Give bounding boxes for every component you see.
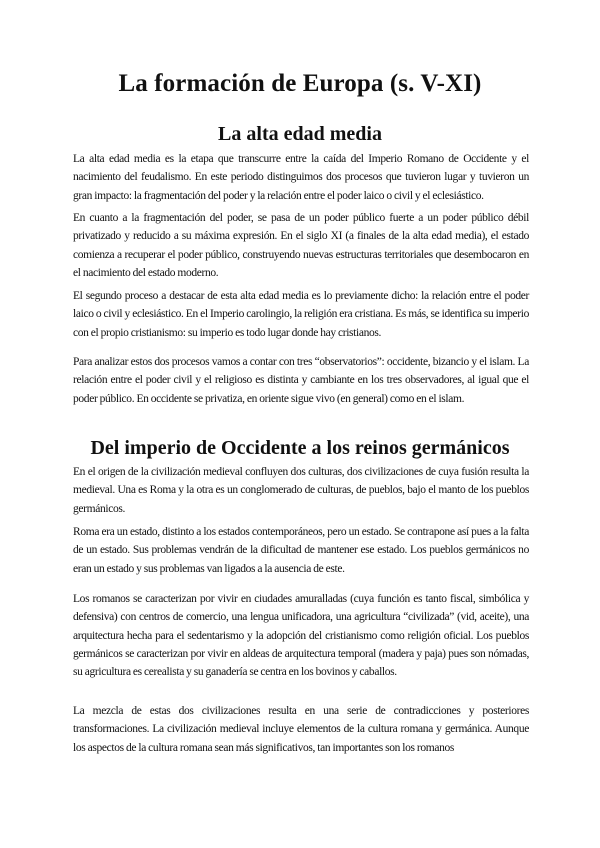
- document-title: La formación de Europa (s. V-XI): [118, 70, 482, 97]
- paragraph: La alta edad media es la etapa que transcurre entre la caída del Imperio Romano de Occidente y el nacimiento del feudalismo. En este periodo distinguimos dos procesos que tuvieron lugar y tuvieron un gran impacto: la fragmentación del poder y la relación entre el poder laico o civil y el eclesiástico.: [73, 153, 529, 202]
- paragraph: En cuanto a la fragmentación del poder, se pasa de un poder público fuerte a un poder público débil privatizado y reducido a su máxima expresión. En el siglo XI (a finales de la alta edad media), el estado comienza a recuperar el poder público, construyendo nuevas estructuras territoriales que desembocaron en el nacimiento del estado moderno.: [73, 212, 529, 279]
- paragraph: Roma era un estado, distinto a los estados contemporáneos, pero un estado. Se contrapone así pues a la falta de un estado. Sus problemas vendrán de la dificultad de mantener ese estado. Los pueblos germánicos no eran un estado y sus problemas van ligados a la ausencia de este.: [73, 526, 529, 575]
- section-heading-imperio-occidente: Del imperio de Occidente a los reinos germánicos: [90, 437, 510, 459]
- paragraph: En el origen de la civilización medieval confluyen dos culturas, dos civilizaciones de cuya fusión resulta la medieval. Una es Roma y la otra es un conglomerado de culturas, de pueblos, bajo el manto de los pueblos germánicos.: [73, 466, 529, 515]
- paragraph: El segundo proceso a destacar de esta alta edad media es lo previamente dicho: la relación entre el poder laico o civil y eclesiástico. En el Imperio carolingio, la religión era cristiana. Es más, se identifica su imperio con el propio cristianismo: su imperio es todo lugar donde hay cristianos.: [73, 290, 529, 339]
- paragraph: La mezcla de estas dos civilizaciones resulta en una serie de contradicciones y posteriores transformaciones. La civilización medieval incluye elementos de la cultura romana y germánica. Aunque los aspectos de la cultura romana sean más significativos, tan importantes son los romanos: [73, 705, 529, 754]
- section-heading-alta-edad-media: La alta edad media: [218, 123, 382, 145]
- paragraph: Para analizar estos dos procesos vamos a contar con tres “observatorios”: occidente, bizancio y el islam. La relación entre el poder civil y el religioso es distinta y cambiante en los tres observadores, al igual que el poder público. En occidente se privatiza, en oriente sigue vivo (en general) como en el islam.: [73, 356, 529, 405]
- paragraph: Los romanos se caracterizan por vivir en ciudades amuralladas (cuya función es tanto fiscal, simbólica y defensiva) con centros de comercio, una lengua unificadora, una agricultura “civilizada” (vid, aceite), una arquitectura hecha para el sedentarismo y la adopción del cristianismo como religión oficial. Los pueblos germánicos se caracterizan por vivir en aldeas de arquitectura temporal (madera y paja) pues son nómadas, su agricultura es cerealista y su ganadería se centra en los bovinos y caballos.: [73, 593, 529, 679]
